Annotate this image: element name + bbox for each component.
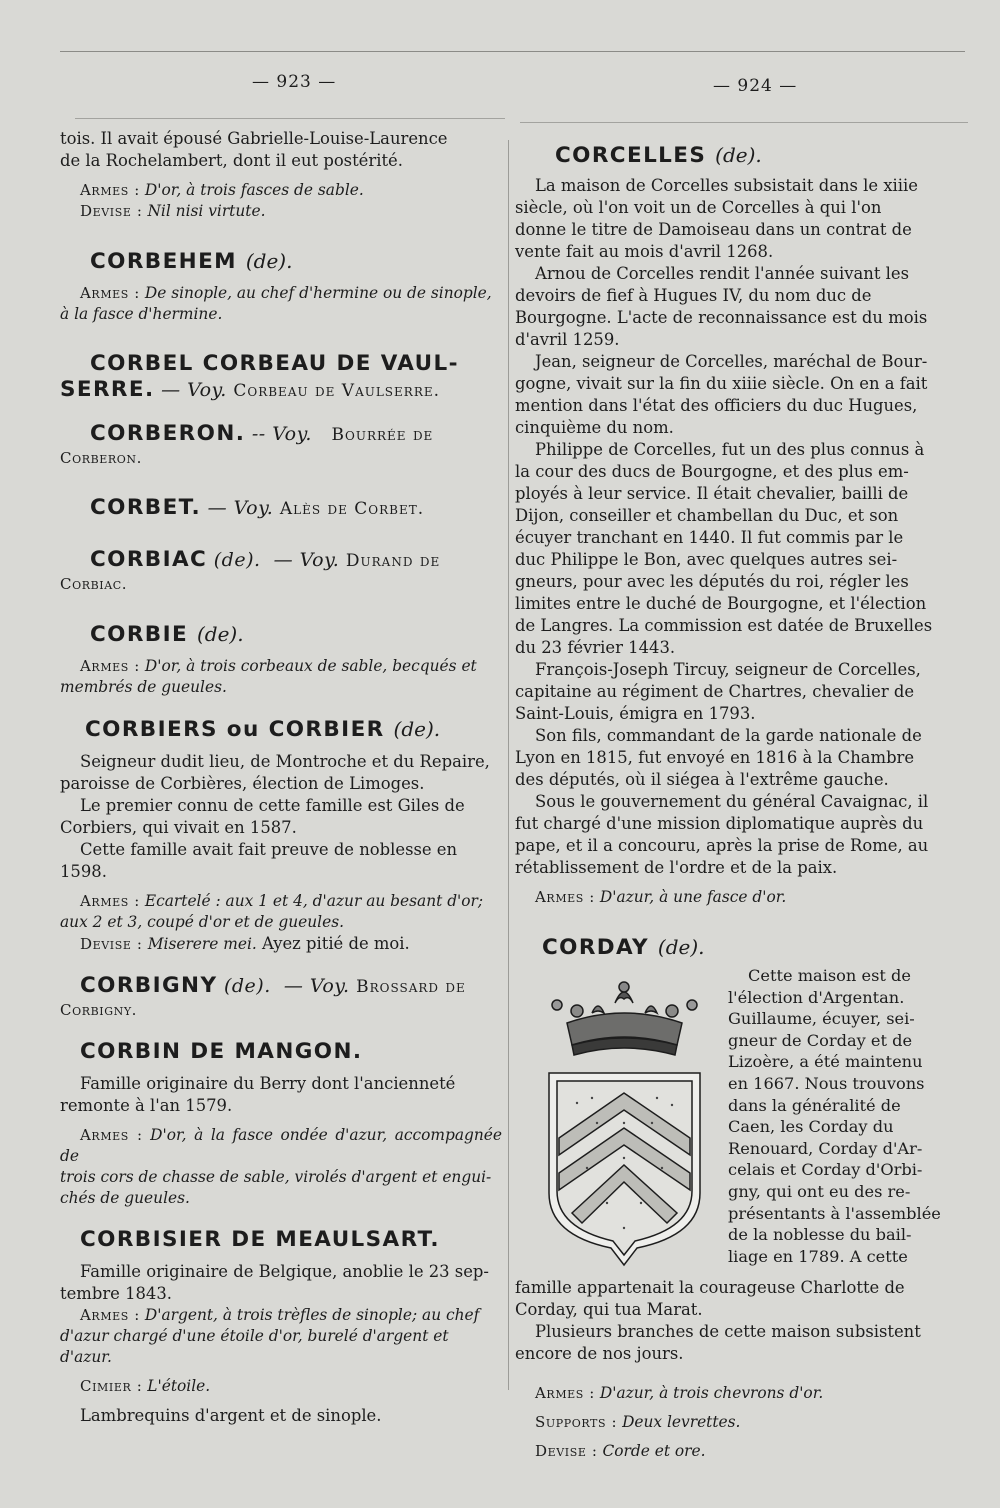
column-divider <box>508 140 509 1390</box>
corday-side-line: liage en 1789. A cette <box>728 1246 908 1266</box>
corcelles-line: Saint-Louis, émigra en 1793. <box>515 704 756 723</box>
corcelles-line: vente fait au mois d'avril 1268. <box>515 242 774 261</box>
entry-title-corday: CORDAY (de). <box>542 935 705 960</box>
left-page-number: — 923 — <box>252 72 337 92</box>
corcelles-line: François-Joseph Tircuy, seigneur de Corcelles, <box>535 660 921 679</box>
corday-side-line: gneur de Corday et de <box>728 1030 913 1050</box>
corday-side-line: présentants à l'assemblée <box>728 1203 941 1223</box>
corday-side-line: Guillaume, écuyer, sei- <box>728 1009 915 1029</box>
corday-side-line: celais et Corday d'Orbi- <box>728 1160 923 1180</box>
corcelles-line: cinquième du nom. <box>515 418 674 437</box>
corday-side-line: Cette maison est de <box>748 966 911 985</box>
corcelles-line: Jean, seigneur de Corcelles, maréchal de Bour- <box>535 352 928 371</box>
corbiers-text-6: 1598. <box>60 862 107 881</box>
left-header-subrule <box>75 118 505 119</box>
corcelles-line: ployés à leur service. Il était chevalier, bailli de <box>515 484 909 503</box>
corcelles-line: donne le titre de Damoiseau dans un contrat de <box>515 220 912 239</box>
corbiers-armes-2: aux 2 et 3, coupé d'or et de gueules. <box>60 913 344 931</box>
corday-devise: Devise : Corde et ore. <box>535 1442 706 1460</box>
intro-armes: Armes : D'or, à trois fasces de sable. <box>80 181 364 199</box>
corcelles-line: duc Philippe le Bon, avec quelques autres sei- <box>515 550 898 569</box>
corbiers-devise: Devise : Miserere mei. Ayez pitié de moi. <box>80 934 410 953</box>
entry-title-corcelles: CORCELLES (de). <box>555 143 762 168</box>
corday-branches-1: Plusieurs branches de cette maison subsistent <box>535 1322 921 1341</box>
corcelles-line: siècle, où l'on voit un de Corcelles à qui l'on <box>515 198 882 217</box>
corday-side-line: gny, qui ont eu des re- <box>728 1181 911 1201</box>
left-column <box>60 128 502 1427</box>
corbigny-ref-line-2: Corbigny. <box>60 1001 138 1019</box>
intro-line-1: tois. Il avait épousé Gabrielle-Louise-Laurence <box>60 129 448 148</box>
corday-armes: Armes : D'azur, à trois chevrons d'or. <box>535 1384 824 1402</box>
entry-title-corbie: CORBIE (de). <box>90 622 244 647</box>
corbisier-text-1: Famille originaire de Belgique, anoblie le 23 sep- <box>80 1262 489 1281</box>
corcelles-line: fut chargé d'une mission diplomatique auprès du <box>515 814 924 833</box>
corcelles-line: capitaine au régiment de Chartres, chevalier de <box>515 682 915 701</box>
corcelles-line: gogne, vivait sur la fin du xiiie siècle. On en a fait <box>515 374 928 393</box>
corbisier-text-2: tembre 1843. <box>60 1284 172 1303</box>
corcelles-line: gneurs, pour avec les députés du roi, régler les <box>515 572 909 591</box>
corcelles-line: du 23 février 1443. <box>515 638 676 657</box>
intro-line-2: de la Rochelambert, dont il eut postérité. <box>60 151 403 170</box>
corbisier-armes-1: Armes : D'argent, à trois trèfles de sinople; au chef <box>80 1306 480 1324</box>
corcelles-line: Lyon en 1815, fut envoyé en 1816 à la Chambre <box>515 748 915 767</box>
entry-title-corbiac: CORBIAC (de). — Voy. Durand de <box>90 547 441 572</box>
corday-illustrated-block <box>515 965 963 1277</box>
corcelles-line: mention dans l'état des officiers du duc Hugues, <box>515 396 918 415</box>
corcelles-line: rétablissement de l'ordre et de la paix. <box>515 858 838 877</box>
corday-side-line: l'élection d'Argentan. <box>728 987 905 1007</box>
corcelles-line: Sous le gouvernement du général Cavaignac, il <box>535 792 929 811</box>
corbehem-armes-2: à la fasce d'hermine. <box>60 305 223 323</box>
corday-side-line: Renouard, Corday d'Ar- <box>728 1138 923 1158</box>
corday-side-line: Lizoère, a été maintenu <box>728 1052 923 1072</box>
entry-title-corbel-2: SERRE. — Voy. Corbeau de Vaulserre. <box>60 377 441 402</box>
entry-title-corbehem: CORBEHEM (de). <box>90 249 293 274</box>
corcelles-line: pape, et il a concouru, après la prise de Rome, au <box>515 836 929 855</box>
coat-of-arms-icon <box>537 973 712 1273</box>
corbin-armes-2: trois cors de chasse de sable, virolés d'argent et engui- <box>60 1168 492 1186</box>
corday-after-2: Corday, qui tua Marat. <box>515 1300 703 1319</box>
corday-side-line: Caen, les Corday du <box>728 1117 894 1137</box>
corday-after-1: famille appartenait la courageuse Charlotte de <box>515 1278 905 1297</box>
corcelles-body <box>515 175 963 879</box>
corcelles-line: Dijon, conseiller et chambellan du Duc, et son <box>515 506 899 525</box>
corbisier-armes-3: d'azur. <box>60 1348 112 1366</box>
corbisier-lambrequins: Lambrequins d'argent et de sinople. <box>80 1406 382 1425</box>
corcelles-line: écuyer tranchant en 1440. Il fut commis par le <box>515 528 904 547</box>
corbiers-armes-1: Armes : Ecartelé : aux 1 et 4, d'azur au besant d'or; <box>80 892 484 910</box>
right-column <box>515 142 963 1462</box>
corbehem-armes-1: Armes : De sinople, au chef d'hermine ou de sinople, <box>80 284 492 302</box>
corcelles-line: limites entre le duché de Bourgogne, et l'élection <box>515 594 927 613</box>
corbisier-cimier: Cimier : L'étoile. <box>80 1377 211 1395</box>
corday-side-text <box>728 965 963 1267</box>
entry-title-corbiers: CORBIERS ou CORBIER (de). <box>85 717 441 742</box>
corbiac-ref-line-2: Corbiac. <box>60 575 128 593</box>
corbisier-armes-2: d'azur chargé d'une étoile d'or, burelé d'argent et <box>60 1327 449 1345</box>
corbie-armes-2: membrés de gueules. <box>60 678 227 696</box>
entry-title-corbigny: CORBIGNY (de). — Voy. Brossard de <box>80 973 466 998</box>
corbiers-text-1: Seigneur dudit lieu, de Montroche et du Repaire, <box>80 752 490 771</box>
corbiers-text-5: Cette famille avait fait preuve de noblesse en <box>80 840 458 859</box>
entry-title-corbin: CORBIN DE MANGON. <box>80 1039 363 1064</box>
corcelles-line: Arnou de Corcelles rendit l'année suivant les <box>535 264 910 283</box>
corbin-text-1: Famille originaire du Berry dont l'ancienneté <box>80 1074 456 1093</box>
corcelles-line: Philippe de Corcelles, fut un des plus connus à <box>535 440 925 459</box>
corday-side-line: dans la généralité de <box>728 1095 901 1115</box>
corcelles-line: Bourgogne. L'acte de reconnaissance est du mois <box>515 308 928 327</box>
right-header-subrule <box>520 122 968 123</box>
right-page-number: — 924 — <box>713 76 798 96</box>
corbin-armes-1: Armes : D'or, à la fasce ondée d'azur, accompagnée de <box>60 1126 502 1165</box>
corday-branches-2: encore de nos jours. <box>515 1344 684 1363</box>
corcelles-line: de Langres. La commission est datée de Bruxelles <box>515 616 933 635</box>
intro-devise: Devise : Nil nisi virtute. <box>80 202 266 220</box>
corcelles-line: des députés, où il siégea à l'extrême gauche. <box>515 770 889 789</box>
corcelles-line: la cour des ducs de Bourgogne, et des plus em- <box>515 462 909 481</box>
corcelles-line: La maison de Corcelles subsistait dans le xiiie <box>535 176 918 195</box>
corday-side-line: de la noblesse du bail- <box>728 1225 912 1245</box>
corbie-armes-1: Armes : D'or, à trois corbeaux de sable, becqués et <box>80 657 477 675</box>
entry-title-corberon: CORBERON. -- Voy. Bourrée de <box>90 421 434 446</box>
corberon-ref-line-2: Corberon. <box>60 449 142 467</box>
corday-supports: Supports : Deux levrettes. <box>535 1413 741 1431</box>
corcelles-line: d'avril 1259. <box>515 330 620 349</box>
corday-side-line: en 1667. Nous trouvons <box>728 1073 925 1093</box>
corcelles-armes: Armes : D'azur, à une fasce d'or. <box>535 888 787 906</box>
entry-title-corbet: CORBET. — Voy. Alès de Corbet. <box>90 495 425 520</box>
corcelles-line: devoirs de fief à Hugues IV, du nom duc de <box>515 286 872 305</box>
entry-title-corbisier: CORBISIER DE MEAULSART. <box>80 1227 440 1252</box>
corbiers-text-2: paroisse de Corbières, élection de Limoges. <box>60 774 425 793</box>
corcelles-line: Son fils, commandant de la garde nationale de <box>535 726 922 745</box>
corbiers-text-4: Corbiers, qui vivait en 1587. <box>60 818 297 837</box>
corbin-armes-3: chés de gueules. <box>60 1189 190 1207</box>
header-rule <box>60 51 965 52</box>
entry-title-corbel-1: CORBEL CORBEAU DE VAUL- <box>90 351 459 376</box>
corbin-text-2: remonte à l'an 1579. <box>60 1096 233 1115</box>
corbiers-text-3: Le premier connu de cette famille est Giles de <box>80 796 465 815</box>
